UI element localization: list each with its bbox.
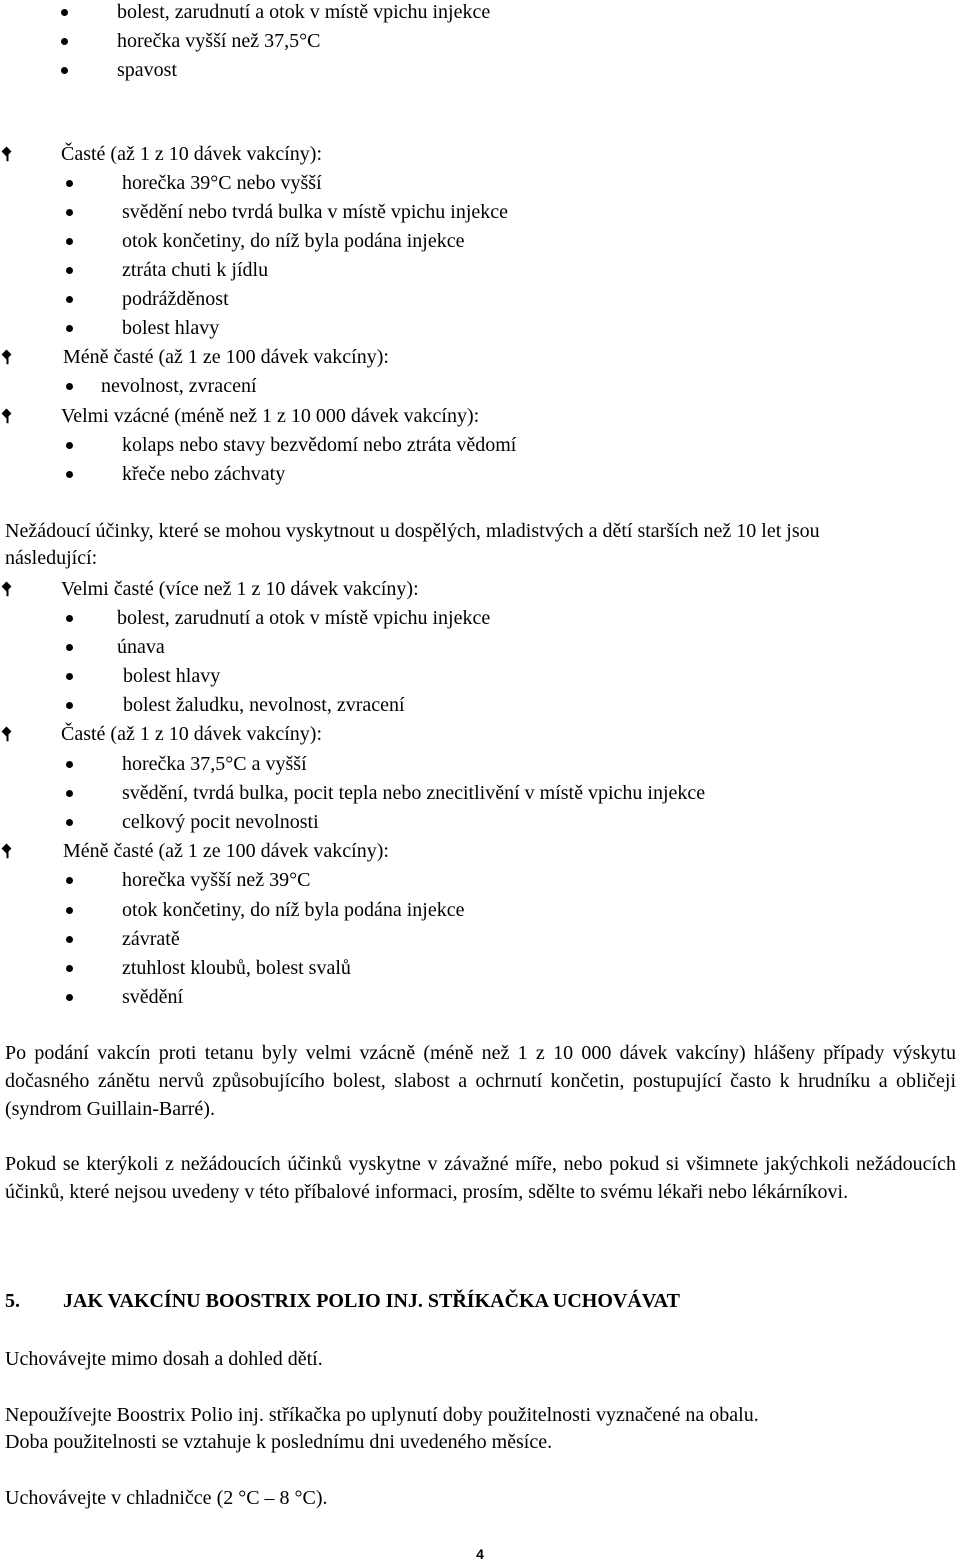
section-heading — [5, 1290, 680, 1313]
diamond-bullet-icon — [2, 147, 12, 157]
bullet-dot-icon — [66, 325, 73, 332]
diamond-bullet-icon — [2, 409, 12, 419]
bullet-dot-icon — [66, 994, 73, 1001]
bullet-dot-icon — [66, 936, 73, 943]
storage-text: Nepoužívejte Boostrix Polio inj. stříkačka po uplynutí doby použitelnosti vyznačené na obalu. — [5, 1404, 759, 1426]
bullet-dot-icon — [66, 877, 73, 884]
storage-text: Uchovávejte v chladničce (2 °C – 8 °C). — [5, 1487, 328, 1509]
bullet-dot-icon — [66, 209, 73, 216]
bullet-dot-icon — [66, 819, 73, 826]
reporting-paragraph: Pokud se kterýkoli z nežádoucích účinků vyskytne v závažné míře, nebo pokud si všimnete jakýchkoli nežádoucích účinků, které nejsou uvedeny v této příbalové informaci, prosím, sdělte to svému lékaři nebo lékárníkovi. — [5, 1153, 956, 1203]
page-number: 4 — [476, 1546, 484, 1562]
bullet-dot-icon — [66, 615, 73, 622]
bullet-dot-icon — [61, 38, 68, 45]
bullet-dot-icon — [66, 238, 73, 245]
tetanus-paragraph: Po podání vakcín proti tetanu byly velmi vzácně (méně než 1 z 10 000 dávek vakcíny) hlášeny případy výskytu dočasného zánětu nervů způsobujícího bolest, slabost a ochrnutí končetin, postupující často k hrudníku a obličeji (syndrom Guillain-Barré). — [5, 1042, 956, 1120]
bullet-dot-icon — [61, 9, 68, 16]
bullet-dot-icon — [66, 702, 73, 709]
bullet-dot-icon — [66, 673, 73, 680]
bullet-dot-icon — [66, 296, 73, 303]
bullet-dot-icon — [61, 67, 68, 74]
section-number: 5. — [5, 1290, 20, 1312]
bullet-dot-icon — [66, 442, 73, 449]
bullet-dot-icon — [66, 471, 73, 478]
bullet-dot-icon — [66, 267, 73, 274]
storage-text: Doba použitelnosti se vztahuje k poslednímu dni uvedeného měsíce. — [5, 1431, 553, 1453]
bullet-dot-icon — [66, 644, 73, 651]
adult-intro-line: následující: — [5, 547, 98, 569]
section-title: JAK VAKCÍNU BOOSTRIX POLIO INJ. STŘÍKAČKA UCHOVÁVAT — [63, 1290, 680, 1312]
bullet-dot-icon — [66, 965, 73, 972]
bullet-dot-icon — [66, 761, 73, 768]
bullet-dot-icon — [66, 907, 73, 914]
diamond-bullet-icon — [2, 844, 12, 854]
bullet-dot-icon — [66, 790, 73, 797]
bullet-dot-icon — [66, 180, 73, 187]
storage-text: Uchovávejte mimo dosah a dohled dětí. — [5, 1348, 323, 1370]
diamond-bullet-icon — [2, 582, 12, 592]
bullet-dot-icon — [66, 383, 73, 390]
diamond-bullet-icon — [2, 727, 12, 737]
adult-intro-line: Nežádoucí účinky, které se mohou vyskytnout u dospělých, mladistvých a dětí starších než 10 let jsou — [5, 520, 820, 542]
diamond-bullet-icon — [2, 350, 12, 360]
